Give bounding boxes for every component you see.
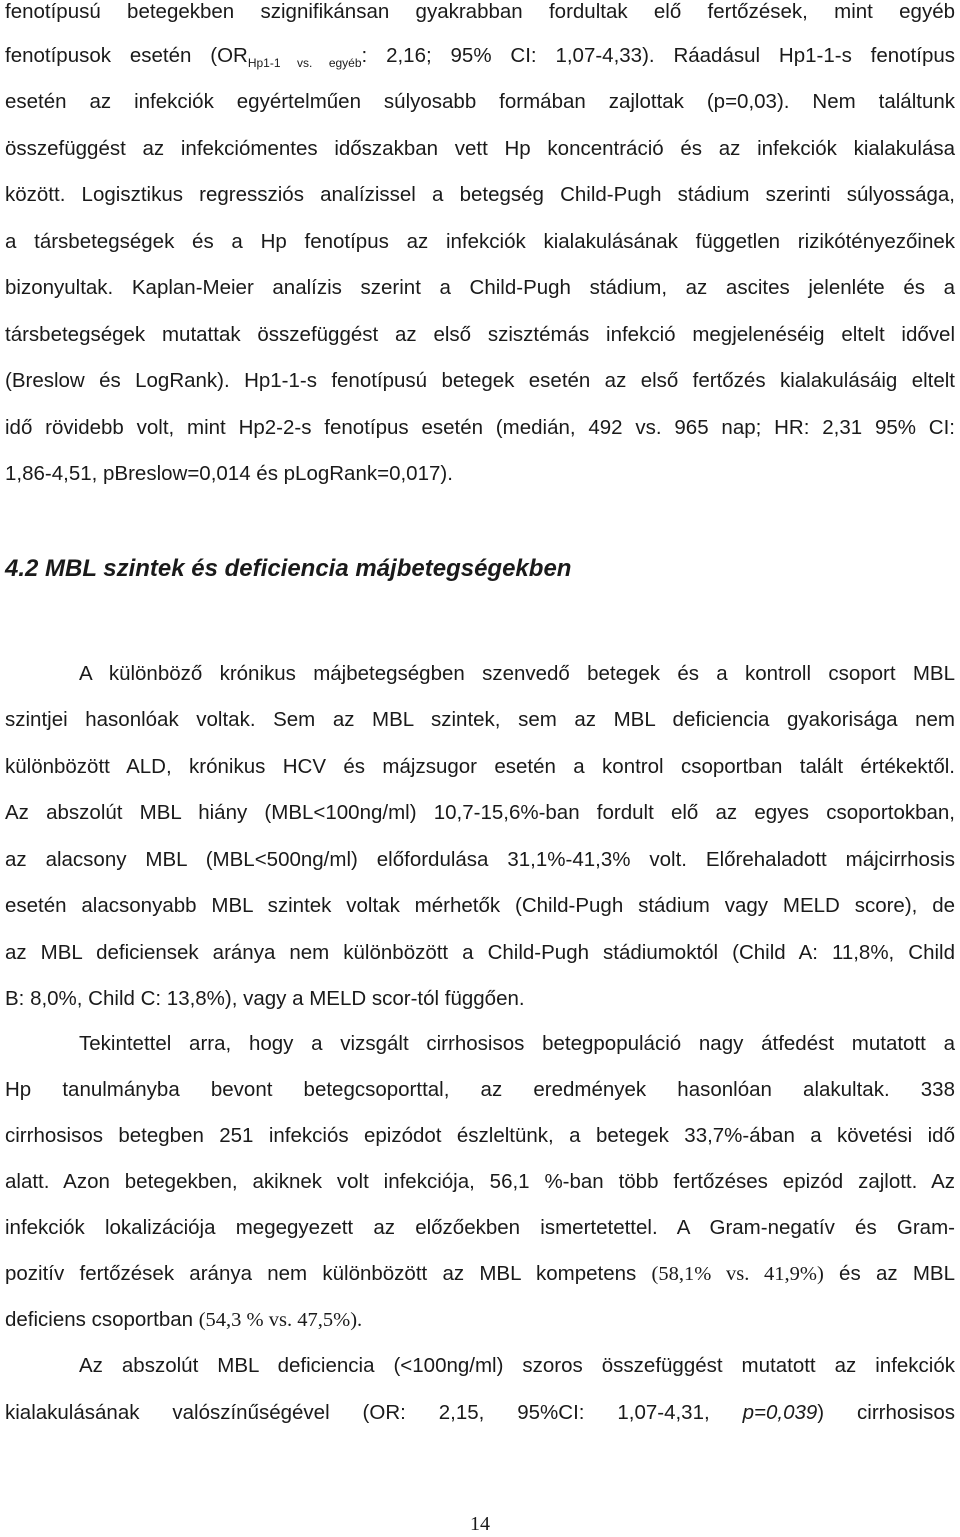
text-line: 1,86-4,51, pBreslow=0,014 és pLogRank=0,017).: [5, 462, 453, 485]
text-line: Tekintettel arra, hogy a vizsgált cirrhosisos betegpopuláció nagy átfedést mutatott a: [79, 1032, 955, 1055]
text-line: fenotípusú betegekben szignifikánsan gyakrabban fordultak elő fertőzések, mint egyéb: [5, 0, 955, 23]
text-line: bizonyultak. Kaplan-Meier analízis szerint a Child-Pugh stádium, az ascites jelenléte és a: [5, 276, 955, 299]
text-line: deficiens csoportban (54,3 % vs. 47,5%).: [5, 1308, 363, 1331]
text-line: Az abszolút MBL deficiencia (<100ng/ml) szoros összefüggést mutatott az infekciók: [79, 1354, 955, 1377]
text-line: között. Logisztikus regressziós analízissel a betegség Child-Pugh stádium szerinti súlyossága,: [5, 183, 955, 206]
text-line: idő rövidebb volt, mint Hp2-2-s fenotípus esetén (medián, 492 vs. 965 nap; HR: 2,31 95% CI:: [5, 416, 955, 439]
text-line: pozitív fertőzések aránya nem különbözött az MBL kompetens (58,1% vs. 41,9%) és az MBL: [5, 1262, 955, 1285]
page-number: 14: [470, 1513, 490, 1535]
text-line: infekciók lokalizációja megegyezett az előzőekben ismertetettel. A Gram-negatív és Gram-: [5, 1216, 955, 1239]
text-line: összefüggést az infekciómentes időszakban vett Hp koncentráció és az infekciók kialakulása: [5, 137, 955, 160]
text-line: az alacsony MBL (MBL<500ng/ml) előfordulása 31,1%-41,3% volt. Előrehaladott májcirrhosis: [5, 848, 955, 871]
text-line: különbözött ALD, krónikus HCV és májzsugor esetén a kontrol csoportban talált értékektől.: [5, 755, 955, 778]
text-line: az MBL deficiensek aránya nem különbözött a Child-Pugh stádiumoktól (Child A: 11,8%, Child: [5, 941, 955, 964]
text-line: B: 8,0%, Child C: 13,8%), vagy a MELD scor-tól függően.: [5, 987, 525, 1010]
text-line: (Breslow és LogRank). Hp1-1-s fenotípusú betegek esetén az első fertőzés kialakulásáig eltelt: [5, 369, 955, 392]
text-line: kialakulásának valószínűségével (OR: 2,15, 95%CI: 1,07-4,31, p=0,039) cirrhosisos: [5, 1401, 955, 1424]
section-heading: 4.2 MBL szintek és deficiencia májbetegségekben: [5, 555, 572, 582]
text-line: társbetegségek mutattak összefüggést az első szisztémás infekció megjelenéséig eltelt idővel: [5, 323, 955, 346]
text-line: a társbetegségek és a Hp fenotípus az infekciók kialakulásának független rizikótényezőinek: [5, 230, 955, 253]
text-line: alatt. Azon betegekben, akiknek volt infekciója, 56,1 %-ban több fertőzéses epizód zajlott. Az: [5, 1170, 955, 1193]
text-line: esetén alacsonyabb MBL szintek voltak mérhetők (Child-Pugh stádium vagy MELD score), de: [5, 894, 955, 917]
text-line: szintjei hasonlóak voltak. Sem az MBL szintek, sem az MBL deficiencia gyakorisága nem: [5, 708, 955, 731]
subscript: Hp1-1 vs. egyéb: [247, 56, 362, 70]
text-line: A különböző krónikus májbetegségben szenvedő betegek és a kontroll csoport MBL: [79, 662, 955, 685]
text-line: fenotípusok esetén ($OR_{Hp1-1 vs. egyéb}$: 2,16; 95% CI: 1,07-4,33). Ráadásul Hp1-1-s fenotípus: [5, 44, 956, 70]
text-line: Hp tanulmányba bevont betegcsoporttal, az eredmények hasonlóan alakultak. 338: [5, 1078, 955, 1101]
text-line: cirrhosisos betegben 251 infekciós epizódot észleltünk, a betegek 33,7%-ában a követési idő: [5, 1124, 955, 1147]
text-line: esetén az infekciók egyértelműen súlyosabb formában zajlottak (p=0,03). Nem találtunk: [5, 90, 955, 113]
text-line: Az abszolút MBL hiány (MBL<100ng/ml) 10,7-15,6%-ban fordult elő az egyes csoportokban,: [5, 801, 955, 824]
